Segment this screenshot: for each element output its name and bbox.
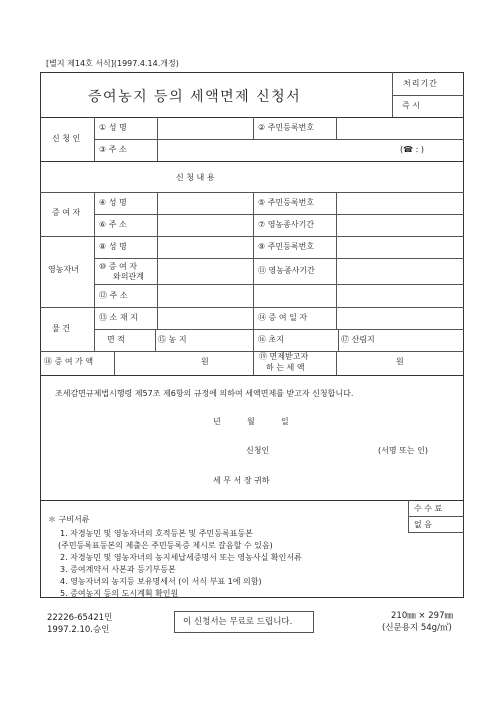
exemption-won: 원 [396, 357, 404, 366]
area-label: 면 적 [107, 335, 125, 344]
forest-label: ⑰ 산림지 [341, 335, 375, 344]
gift-value-label: ⑱ 증 여 가 액 [44, 357, 94, 366]
document-item: 2. 자경농민 및 영농자녀의 농지세납세증명서 또는 영농사실 확인서류 [60, 553, 302, 562]
donor-section-label: 증 여 자 [52, 208, 81, 217]
date-month: 월 [247, 417, 255, 426]
form-code: 22226-65421민 [47, 613, 113, 623]
heir-rrn-label: ⑨ 주민등록번호 [258, 242, 315, 251]
applicant-address-label: ③ 주 소 [99, 145, 127, 154]
document-item: 5. 증여농지 등의 도시계획 확인원 [60, 589, 179, 598]
donor-address-label: ⑥ 주 소 [99, 220, 127, 229]
form-number: [별지 제14호 서식](1997.4.14.개정) [46, 59, 179, 68]
document-item: (주민등록표등본의 제출은 주민등록증 제시로 갈음할 수 있음) [58, 541, 273, 550]
applicant-rrn-label: ② 주민등록번호 [258, 123, 315, 132]
donor-period-label: ⑦ 영농종사기간 [258, 220, 315, 229]
fee-label: 수 수 료 [414, 504, 443, 513]
document-item: 3. 증여계약서 사본과 등기부등본 [60, 565, 176, 574]
signature-note: (서명 또는 인) [378, 446, 428, 455]
exemption-label-2: 하 는 세 액 [266, 363, 305, 372]
applicant-name-label: ① 성 명 [99, 123, 127, 132]
donor-name-label: ④ 성 명 [99, 198, 127, 207]
property-section-label: 물 건 [52, 324, 70, 333]
paper-type: (신문용지 54g/㎡) [382, 623, 452, 633]
gift-value-won: 원 [201, 357, 209, 366]
approval-date: 1997.2.10.승인 [47, 625, 110, 635]
heir-address-label: ⑫ 주 소 [99, 291, 128, 300]
exemption-label-1: ⑲ 면제받고자 [259, 352, 309, 361]
property-location-label: ⑬ 소 재 지 [99, 313, 138, 322]
recipient: 세 무 서 장 귀하 [213, 476, 270, 485]
donor-rrn-label: ⑤ 주민등록번호 [258, 198, 315, 207]
heir-name-label: ⑧ 성 명 [99, 242, 127, 251]
processing-period-label: 처리기간 [403, 79, 438, 88]
heir-relation-label-1: ⑩ 증 여 자 [99, 262, 137, 271]
date-day: 일 [281, 417, 289, 426]
applicant-sign-label: 신청인 [246, 446, 270, 455]
documents-header: ＊ 구비서류 [48, 515, 90, 524]
applicant-section-label: 신 청 인 [52, 134, 81, 143]
farmland-label: ⑮ 농 지 [158, 335, 187, 344]
processing-period-value: 즉 시 [402, 101, 420, 110]
fee-value: 없 음 [414, 520, 432, 529]
heir-relation-label-2: 와의관계 [113, 272, 144, 281]
free-notice: 이 신청서는 무료로 드립니다. [183, 617, 293, 627]
form-title: 증여농지 등의 세액면제 신청서 [88, 89, 302, 105]
grassland-label: ⑯ 초지 [258, 335, 284, 344]
heir-section-label: 영농자녀 [48, 265, 79, 274]
date-year: 년 [213, 417, 221, 426]
paper-size: 210㎜ × 297㎜ [391, 611, 453, 621]
document-item: 4. 영농자녀의 농지등 보유명세서 (이 서식 부표 1에 의함) [60, 577, 262, 586]
heir-period-label: ⑪ 영농종사기간 [258, 266, 315, 275]
gift-date-label: ⑭ 증 여 일 자 [258, 313, 308, 322]
content-header: 신 청 내 용 [176, 173, 215, 182]
declaration-text: 조세감면규제법시행령 제57조 제6항의 규정에 의하여 세액면제를 받고자 신청합니다. [55, 389, 354, 398]
document-item: 1. 자경농민 및 영농자녀의 호적등본 및 주민등록표등본 [60, 529, 253, 538]
applicant-phone-label: (☎ : ) [400, 145, 424, 154]
